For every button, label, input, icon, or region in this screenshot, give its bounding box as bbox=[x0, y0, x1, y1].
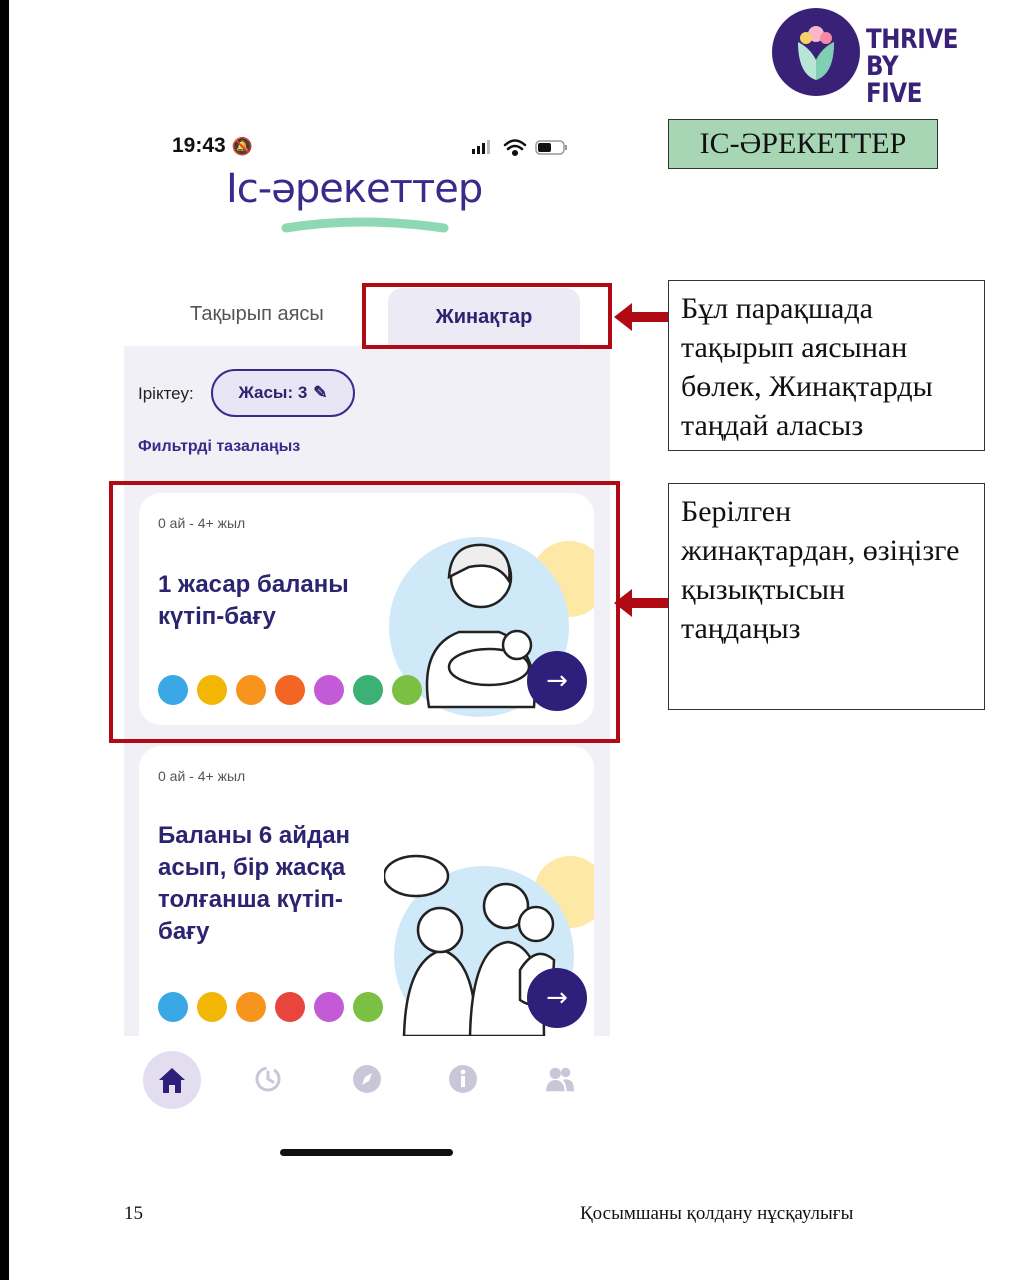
page-number: 15 bbox=[124, 1203, 143, 1224]
age-filter-text: Жасы: 3 bbox=[238, 383, 308, 402]
lightbulb-icon bbox=[197, 992, 227, 1022]
skill-icons-row bbox=[158, 992, 383, 1022]
title-underline bbox=[280, 214, 450, 238]
section-label: ІС-ӘРЕКЕТТЕР bbox=[668, 119, 938, 169]
clear-filter-link[interactable]: Фильтрді тазалаңыз bbox=[138, 438, 301, 455]
glasses-icon bbox=[236, 992, 266, 1022]
people-icon[interactable] bbox=[545, 1064, 575, 1094]
logo-emblem bbox=[772, 8, 860, 96]
card-title: Баланы 6 айдан асып, бір жасқа толғанша күтіп-бағу bbox=[158, 822, 351, 945]
age-filter-chip[interactable] bbox=[211, 369, 355, 417]
emotion-faces-icon bbox=[275, 992, 305, 1022]
history-icon[interactable] bbox=[253, 1064, 283, 1094]
logo-line-2: BY FIVE bbox=[866, 51, 922, 109]
collection-card[interactable] bbox=[139, 746, 594, 1036]
info-icon[interactable] bbox=[448, 1064, 478, 1094]
speech-bubble-icon bbox=[158, 992, 188, 1022]
clock-text: 19:43 bbox=[172, 134, 226, 157]
status-icons bbox=[470, 136, 570, 158]
home-icon bbox=[157, 1066, 187, 1094]
card-callout: Берілген жинақтардан, өзіңізге қызықтысын таңдаңыз bbox=[668, 483, 985, 710]
card-age-range: 0 ай - 4+ жыл bbox=[158, 515, 246, 531]
compass-icon[interactable] bbox=[352, 1064, 382, 1094]
signal-icon bbox=[472, 140, 490, 154]
nav-home-button[interactable] bbox=[143, 1051, 201, 1109]
tab-highlight-box bbox=[362, 283, 612, 349]
battery-icon bbox=[536, 141, 567, 154]
home-indicator bbox=[280, 1149, 453, 1156]
heart-icon bbox=[314, 992, 344, 1022]
app-title: Іс-әрекеттер bbox=[226, 166, 483, 212]
open-collection-button[interactable] bbox=[527, 968, 587, 1028]
arrow-right-icon: → bbox=[546, 666, 568, 696]
page-edge bbox=[0, 0, 9, 1280]
bell-muted-icon: 🔕 bbox=[231, 137, 253, 156]
logo-line-1: THRIVE bbox=[866, 24, 958, 55]
plant-icon bbox=[353, 992, 383, 1022]
pencil-icon: ✎ bbox=[313, 383, 328, 402]
arrow-right-icon: → bbox=[546, 983, 568, 1013]
left-arrow-icon bbox=[614, 589, 670, 617]
tab-collections[interactable]: Жинақтар bbox=[388, 288, 580, 346]
card-title: 1 жасар баланы күтіп-бағу bbox=[158, 571, 349, 630]
status-time bbox=[172, 134, 253, 158]
logo-text bbox=[866, 26, 974, 107]
tab-callout: Бұл парақшада тақырып аясынан бөлек, Жинақтарды таңдай аласыз bbox=[668, 280, 985, 451]
card-age-range: 0 ай - 4+ жыл bbox=[158, 768, 246, 784]
thrive-by-five-logo bbox=[772, 8, 962, 109]
tab-topics[interactable]: Тақырып аясы bbox=[190, 303, 324, 325]
left-arrow-icon bbox=[614, 303, 670, 331]
card-highlight-box bbox=[109, 481, 620, 743]
footer-title: Қосымшаны қолдану нұсқаулығы bbox=[580, 1203, 854, 1224]
filter-label: Іріктеу: bbox=[138, 384, 194, 403]
wifi-icon bbox=[505, 141, 525, 155]
